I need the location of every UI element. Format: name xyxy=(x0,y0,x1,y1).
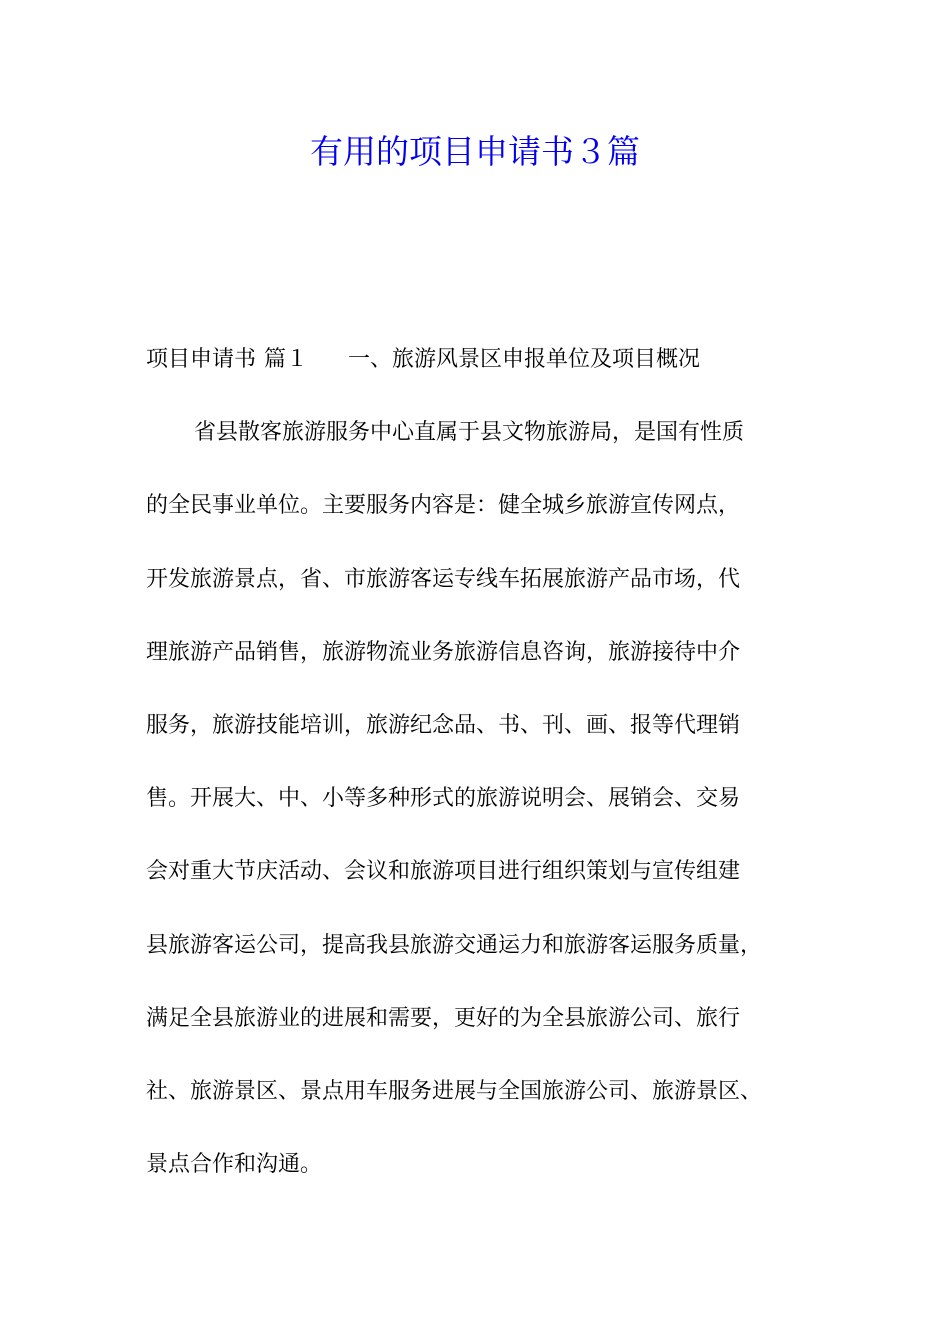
paragraph-line: 景点合作和沟通。 xyxy=(146,1152,323,1178)
paragraph-line: 会对重大节庆活动、会议和旅游项目进行组织策划与宣传组建 xyxy=(146,859,741,885)
paragraph-line: 满足全县旅游业的进展和需要，更好的为全县旅游公司、旅行 xyxy=(146,1005,741,1031)
document-body xyxy=(146,340,826,1218)
paragraph-line: 售。开展大、中、小等多种形式的旅游说明会、展销会、交易 xyxy=(146,786,741,812)
document-title: 有用的项目申请书３篇 xyxy=(310,132,640,171)
heading-line xyxy=(146,340,826,413)
paragraph-line: 社、旅游景区、景点用车服务进展与全国旅游公司、旅游景区、 xyxy=(146,1078,763,1104)
heading-part: 篇１ xyxy=(264,347,309,372)
paragraph-line: 开发旅游景点，省、市旅游客运专线车拓展旅游产品市场，代 xyxy=(146,566,741,592)
heading-section: 一、旅游风景区申报单位及项目概况 xyxy=(348,347,701,372)
paragraph-line: 省县散客旅游服务中心直属于县文物旅游局，是国有性质 xyxy=(194,420,745,446)
paragraph-line: 的全民事业单位。主要服务内容是：健全城乡旅游宣传网点， xyxy=(146,493,741,519)
paragraph-line: 服务，旅游技能培训，旅游纪念品、书、刊、画、报等代理销 xyxy=(146,712,741,738)
heading-label: 项目申请书 xyxy=(146,347,257,372)
paragraph-line: 理旅游产品销售，旅游物流业务旅游信息咨询，旅游接待中介 xyxy=(146,639,741,665)
paragraph-line: 县旅游客运公司，提高我县旅游交通运力和旅游客运服务质量， xyxy=(146,932,763,958)
